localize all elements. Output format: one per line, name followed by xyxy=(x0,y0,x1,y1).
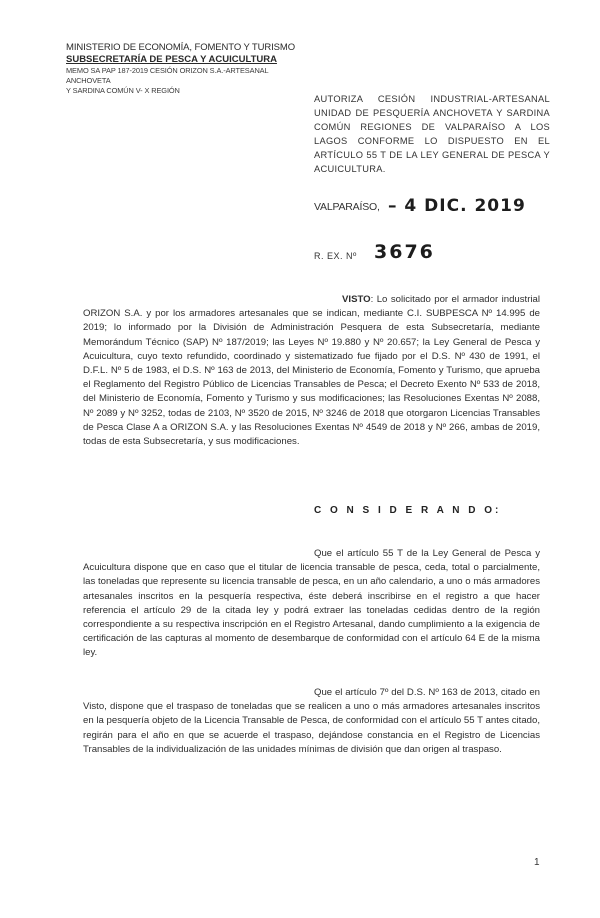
considerando-heading: C O N S I D E R A N D O: xyxy=(314,505,502,516)
considerando-paragraph-2: Que el artículo 7º del D.S. Nº 163 de 2013, citado en Visto, dispone que el traspaso de toneladas que se realicen a uno o más armadores artesanales inscritos en la pesquería objeto de la Licencia Transable de Pesca, de conformidad con el artículo 55 T antes citado, regirán para el año en que se acuerde el traspaso, dejándose constancia en el Registro de Licencias Transables de la individualización de las unidades mínimas de división que dan origen al traspaso. xyxy=(83,687,540,755)
visto-label: VISTO xyxy=(342,294,371,305)
considerando-paragraph-1: Que el artículo 55 T de la Ley General de Pesca y Acuicultura dispone que en caso que el titular de licencia transable de pesca, ceda, total o parcialmente, las toneladas que represente su licencia transable de pesca, en un año calendario, a uno o más armadores artesanales inscritos en la pesquería respectiva, éste deberá inscribirse en el registro a que hacer referencia el artículo 29 de la citada ley y podrá extraer las toneladas cedidas dentro de la región correspondiente a su respectiva inscripción en el Registro Artesanal, dando cumplimiento a la exigencia de certificación de las capturas al momento de desembarque de conformidad con el artículo 64 E de la misma ley. xyxy=(83,548,540,659)
resolution-number-label: R. EX. Nº xyxy=(314,251,357,261)
place-label: VALPARAÍSO, xyxy=(314,201,380,213)
resolution-title: AUTORIZA CESIÓN INDUSTRIAL-ARTESANAL UNIDAD DE PESQUERÍA ANCHOVETA Y SARDINA COMÚN REGIONES DE VALPARAÍSO A LOS LAGOS CONFORME LO DISPUESTO EN EL ARTÍCULO 55 T DE LA LEY GENERAL DE PESCA Y ACUICULTURA. xyxy=(314,94,550,174)
page-number: 1 xyxy=(534,857,540,868)
visto-paragraph xyxy=(83,293,540,449)
visto-text: : Lo solicitado por el armador industrial ORIZON S.A. y por los armadores artesanales que se indican, mediante C.I. SUBPESCA Nº 14.995 de 2019; lo informado por la División de Administración Pesquera de esta Subsecretaría, mediante Memorándum Técnico (SAP) Nº 187/2019; las Leyes Nº 19.880 y Nº 20.657; la Ley General de Pesca y Acuicultura, cuyo texto refundido, coordinado y sistematizado fue fijado por el D.S. Nº 430 de 1991, el D.F.L. Nº 5 de 1983, el D.S. Nº 163 de 2013, del Ministerio de Economía, Fomento y Turismo, que aprueba el Reglamento del Registro Público de Licencias Transables de Pesca; el Decreto Exento Nº 533 de 2018, del Ministerio de Economía, Fomento y Turismo y sus modificaciones; las Resoluciones Exentas Nº 2088, Nº 2089 y Nº 3252, todas de 2103, Nº 3520 de 2015, Nº 3246 de 2018 que otorgaron Licencias Transables de Pesca Clase A a ORIZON S.A. y las Resoluciones Exentas Nº 4549 de 2018 y Nº 266, ambas de 2019, todas de esta Subsecretaría, y sus modificaciones. xyxy=(83,294,540,448)
resolution-number: 3676 xyxy=(374,241,435,263)
memo-reference-line-1: MEMO SA PAP 187-2019 CESIÓN ORIZON S.A.-ARTESANAL ANCHOVETA xyxy=(66,66,269,85)
stamped-date: – 4 DIC. 2019 xyxy=(388,196,526,216)
memo-reference-line-2: Y SARDINA COMÚN V- X REGIÓN xyxy=(66,86,180,95)
subsecretaria-name: SUBSECRETARÍA DE PESCA Y ACUICULTURA xyxy=(66,54,277,65)
ministry-name: MINISTERIO DE ECONOMÍA, FOMENTO Y TURISMO xyxy=(66,42,296,53)
letterhead xyxy=(66,42,306,96)
